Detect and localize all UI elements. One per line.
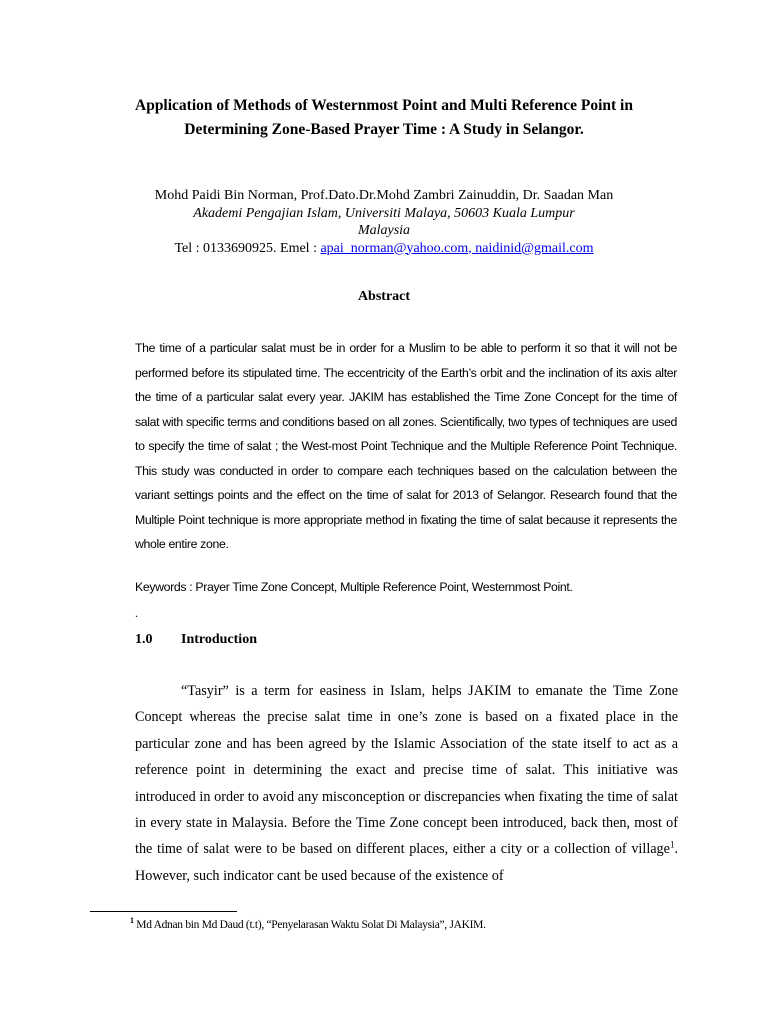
author-block [100, 187, 668, 257]
footnote-divider [90, 911, 237, 912]
section-title: Introduction [181, 632, 257, 647]
intro-text-part-1: “Tasyir” is a term for easiness in Islam, helps JAKIM to emanate the Time Zone Concept whereas the precise salat time in one’s zone is based on a fixated place in the particular zone and has been agreed by the Islamic Association of the state itself to act as a reference point in determining the exact and precise time of salat. This initiative was introduced in order to avoid any misconception or discrepancies when fixating the time of salat in every state in Malaysia. Before the Time Zone concept been introduced, back then, most of the time of salat were to be based on different places, either a city or a collection of village [135, 683, 678, 858]
abstract-body: The time of a particular salat must be in order for a Muslim to be able to perform it so that it will not be performed before its stipulated time. The eccentricity of the Earth’s orbit and the inclination of its axis alter the time of a particular salat every year. JAKIM has established the Time Zone Concept for the time of salat with specific terms and conditions based on all zones. Scientifically, two types of techniques are used to specify the time of salat ; the West-most Point Technique and the Multiple Reference Point Technique. This study was conducted in order to compare each techniques based on the calculation between the variant settings points and the effect on the time of salat for 2013 of Selangor. Research found that the Multiple Point technique is more appropriate method in fixating the time of salat because it represents the whole entire zone. [135, 341, 677, 551]
footnote-text: Md Adnan bin Md Daud (t.t), “Penyelarasan Waktu Solat Di Malaysia”, JAKIM. [133, 918, 486, 931]
introduction-paragraph [135, 678, 678, 889]
stray-mark: . [135, 606, 138, 620]
paper-title [70, 94, 698, 142]
title-line-2: Determining Zone-Based Prayer Time : A Study in Selangor. [184, 121, 584, 138]
intro-text-part-2: . However, such indicator cant be used because of the existence of [135, 841, 678, 884]
title-line-1: Application of Methods of Westernmost Point and Multi Reference Point in [135, 97, 633, 114]
email-link[interactable]: apai_norman@yahoo.com, naidinid@gmail.com [320, 240, 594, 256]
affiliation-line-2: Malaysia [357, 223, 411, 238]
section-heading [135, 632, 257, 648]
contact-prefix: Tel : 0133690925. Emel : [174, 240, 321, 256]
section-number: 1.0 [135, 632, 153, 647]
author-names: Mohd Paidi Bin Norman, Prof.Dato.Dr.Mohd Zambri Zainuddin, Dr. Saadan Man [154, 188, 614, 203]
keywords-line: Keywords : Prayer Time Zone Concept, Multiple Reference Point, Westernmost Point. [135, 580, 573, 594]
footnote [130, 916, 486, 931]
abstract-heading: Abstract [357, 289, 411, 304]
footnote-reference: 1 [669, 839, 675, 850]
contact-line [100, 240, 668, 258]
affiliation-line-1: Akademi Pengajian Islam, Universiti Malaya, 50603 Kuala Lumpur [193, 205, 575, 221]
footnote-marker: 1 [130, 916, 134, 925]
